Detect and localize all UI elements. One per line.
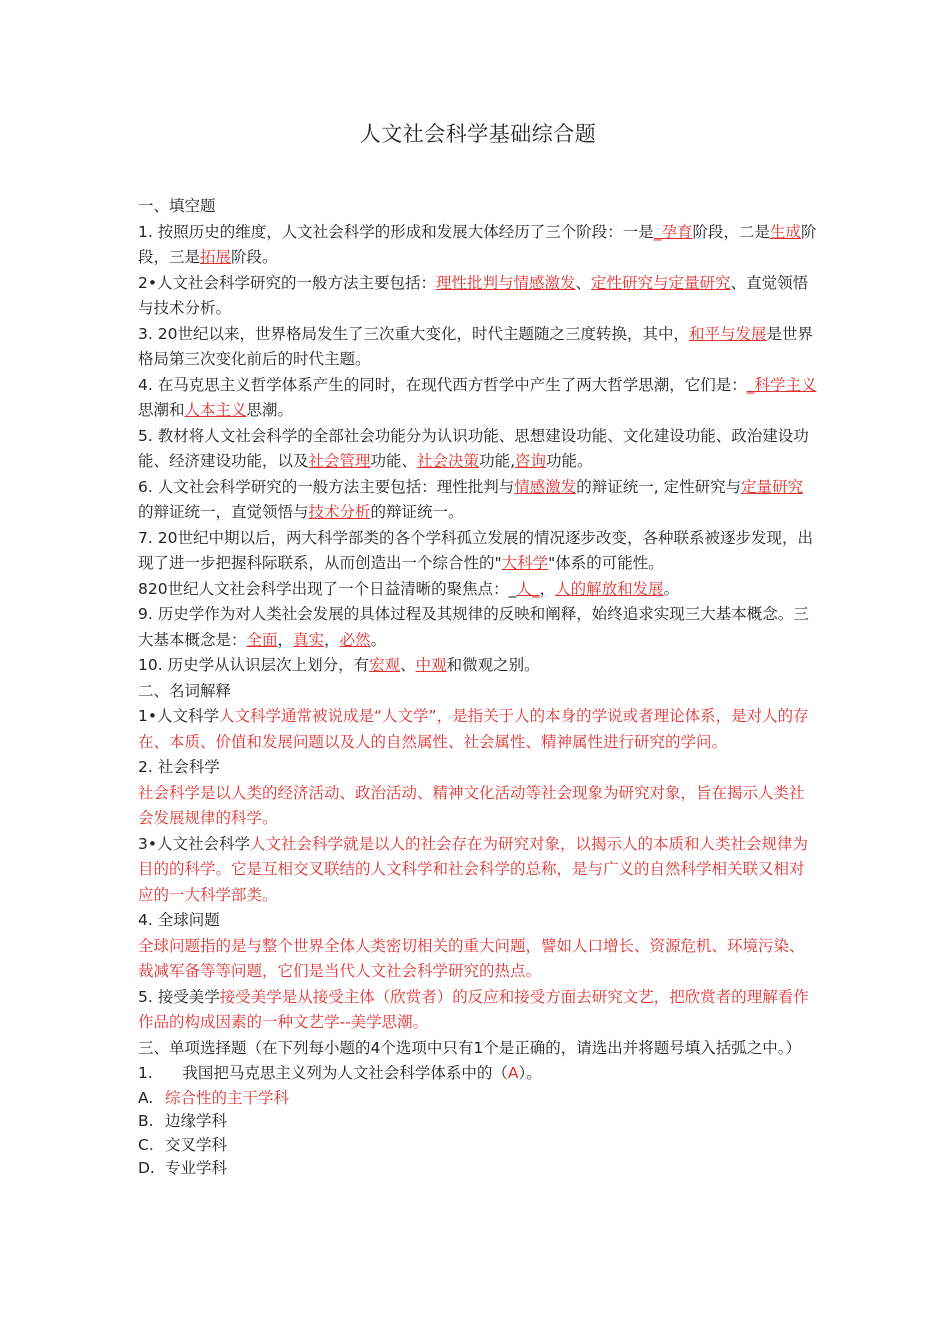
- term-5: 5. 接受美学接受美学是从接受主体（欣赏者）的反应和接受方面去研究文艺，把欣赏者的理解看作作品的构成因素的一种文艺学--美学思潮。: [138, 987, 809, 1031]
- question-6: 6. 人文社会科学研究的一般方法主要包括：理性批判与情感激发的辩证统一, 定性研究与定量研究的辩证统一，直觉领悟与技术分析的辩证统一。: [138, 477, 804, 521]
- term-2-definition: 社会科学是以人类的经济活动、政治活动、精神文化活动等社会现象为研究对象，旨在揭示人类社会发展规律的科学。: [138, 783, 805, 827]
- question-5: 5. 教材将人文社会科学的全部社会功能分为认识功能、思想建设功能、文化建设功能、政治建设功能、经济建设功能，以及社会管理功能、社会决策功能,咨询功能。: [138, 426, 809, 470]
- option-a: A. 综合性的主干学科: [138, 1088, 290, 1107]
- term-3: 3•人文社会科学人文社会科学就是以人的社会存在为研究对象，以揭示人的本质和人类社会规律为目的的科学。它是互相交叉联结的人文科学和社会科学的总称，是与广义的自然科学相关联又相对应的一大科学部类。: [138, 834, 809, 904]
- question-7: 7. 20世纪中期以后，两大科学部类的各个学科孤立发展的情况逐步改变，各种联系被逐步发现，出现了进一步把握科际联系，从而创造出一个综合性的"大科学"体系的可能性。: [138, 528, 813, 572]
- option-c: C. 交叉学科: [138, 1135, 228, 1154]
- option-d: D. 专业学科: [138, 1159, 228, 1177]
- term-4-definition: 全球问题指的是与整个世界全体人类密切相关的重大问题，譬如人口增长、资源危机、环境污染、裁减军备等等问题，它们是当代人文社会科学研究的热点。: [138, 936, 805, 980]
- document-page: [138, 118, 818, 1181]
- term-1: 1•人文科学人文科学通常被说成是“人文学”，是指关于人的本身的学说或者理论体系，是对人的存在、本质、价值和发展问题以及人的自然属性、社会属性、精神属性进行研究的学问。: [138, 707, 809, 751]
- question-1: 1. 按照历史的维度，人文社会科学的形成和发展大体经历了三个阶段：一是_孕育阶段，二是生成阶段，三是拓展阶段。: [138, 222, 817, 266]
- choice-question-1: 1. 我国把马克思主义列为人文社会科学体系中的（A）。: [138, 1064, 542, 1082]
- term-4-heading: 4. 全球问题: [138, 911, 220, 929]
- option-b: B. 边缘学科: [138, 1112, 228, 1130]
- question-3: 3. 20世纪以来，世界格局发生了三次重大变化，时代主题随之三度转换，其中，和平与发展是世界格局第三次变化前后的时代主题。: [138, 324, 813, 368]
- question-8: 820世纪人文社会科学出现了一个日益清晰的聚焦点：_人_，人的解放和发展。: [138, 579, 680, 598]
- question-9: 9. 历史学作为对人类社会发展的具体过程及其规律的反映和阐释，始终追求实现三大基本概念。三大基本概念是：全面，真实，必然。: [138, 605, 809, 649]
- question-10: 10. 历史学从认识层次上划分，有宏观、中观和微观之别。: [138, 656, 540, 674]
- question-4: 4. 在马克思主义哲学体系产生的同时，在现代西方哲学中产生了两大哲学思潮，它们是：_科学主义思潮和人本主义思潮。: [138, 375, 817, 419]
- section-heading-fill-blank: 一、填空题: [138, 197, 216, 215]
- page-title: 人文社会科学基础综合题: [359, 122, 597, 146]
- term-2-heading: 2. 社会科学: [138, 758, 220, 776]
- section-heading-single-choice: 三、单项选择题（在下列每小题的4个选项中只有1个是正确的，请选出并将题号填入括弧之中。）: [138, 1038, 801, 1057]
- question-2: 2•人文社会科学研究的一般方法主要包括：理性批判与情感激发、定性研究与定量研究、直觉领悟与技术分析。: [138, 273, 809, 317]
- section-heading-definitions: 二、名词解释: [138, 681, 232, 700]
